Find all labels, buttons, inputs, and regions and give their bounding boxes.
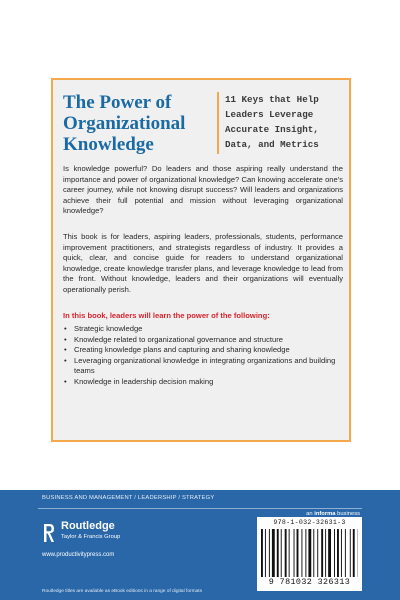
title-line: Organizational bbox=[63, 113, 186, 134]
bullet-icon: • bbox=[64, 324, 67, 333]
isbn-barcode bbox=[257, 517, 362, 591]
title-line: Knowledge bbox=[63, 134, 154, 155]
list-item bbox=[63, 335, 345, 346]
list-item bbox=[63, 324, 345, 335]
bullet-icon: • bbox=[64, 355, 67, 365]
subtitle-line: Accurate Insight, bbox=[225, 124, 319, 135]
bullet-icon: • bbox=[64, 334, 67, 344]
list-item bbox=[63, 345, 345, 356]
routledge-r-logo-icon bbox=[42, 522, 56, 544]
audience-paragraph: This book is for leaders, aspiring leaders, professionals, students, performance improvement practitioners, and strategists regardless of industry. It provides a quick, clear, and concise guide for readers to understand organizational knowledge, create knowledge transfer plans, and leverage knowledge to lead from the front. Without knowledge, leaders and their organizations will eventually operationally perish. bbox=[63, 232, 343, 294]
informa-prefix: an bbox=[306, 511, 313, 517]
title-line: The Power of bbox=[63, 92, 172, 113]
publisher-name: Routledge bbox=[61, 520, 115, 532]
bullet-icon: • bbox=[64, 376, 67, 386]
title-divider bbox=[217, 92, 219, 154]
list-item-text: Knowledge related to organizational governance and structure bbox=[74, 334, 283, 344]
list-item-text: Leveraging organizational knowledge in integrating organizations and building teams bbox=[74, 355, 336, 376]
list-item-text: Knowledge in leadership decision making bbox=[74, 376, 214, 386]
publisher-footer bbox=[0, 490, 400, 600]
list-item bbox=[63, 377, 345, 388]
informa-brand: informa bbox=[314, 511, 336, 517]
subject-categories: BUSINESS AND MANAGEMENT / LEADERSHIP / STRATEGY bbox=[42, 495, 215, 501]
subtitle-line: Data, and Metrics bbox=[225, 139, 319, 150]
list-item-text: Strategic knowledge bbox=[74, 324, 143, 333]
publisher-website-link[interactable]: www.productivitypress.com bbox=[42, 552, 115, 558]
intro-paragraph: Is knowledge powerful? Do leaders and those aspiring really understand the importance and power of organizational knowledge? Can knowing accelerate one's career journey, while not knowing disrupt success? Will leaders and organizations achieve their full potential and mission without leveraging organizational knowledge? bbox=[63, 164, 343, 216]
isbn-number: 978-1-032-32631-3 bbox=[273, 519, 346, 526]
book-title bbox=[63, 92, 211, 155]
description-panel bbox=[51, 78, 351, 442]
publisher-group: Taylor & Francis Group bbox=[61, 534, 121, 540]
footer-divider bbox=[38, 508, 362, 509]
list-item bbox=[63, 356, 345, 377]
informa-suffix: business bbox=[337, 511, 360, 517]
learn-heading: In this book, leaders will learn the power of the following: bbox=[63, 311, 270, 320]
barcode-bars bbox=[261, 529, 358, 577]
subtitle-line: Leaders Leverage bbox=[225, 109, 314, 120]
ebook-note: Routledge titles are available as eBook editions in a range of digital formats bbox=[42, 589, 202, 594]
list-item-text: Creating knowledge plans and capturing and sharing knowledge bbox=[74, 345, 290, 355]
isbn-barcode-digits: 9 781032 326313 bbox=[268, 577, 351, 587]
book-subtitle bbox=[225, 92, 349, 152]
learning-list bbox=[63, 324, 345, 388]
subtitle-line: 11 Keys that Help bbox=[225, 94, 319, 105]
bullet-icon: • bbox=[64, 345, 67, 355]
